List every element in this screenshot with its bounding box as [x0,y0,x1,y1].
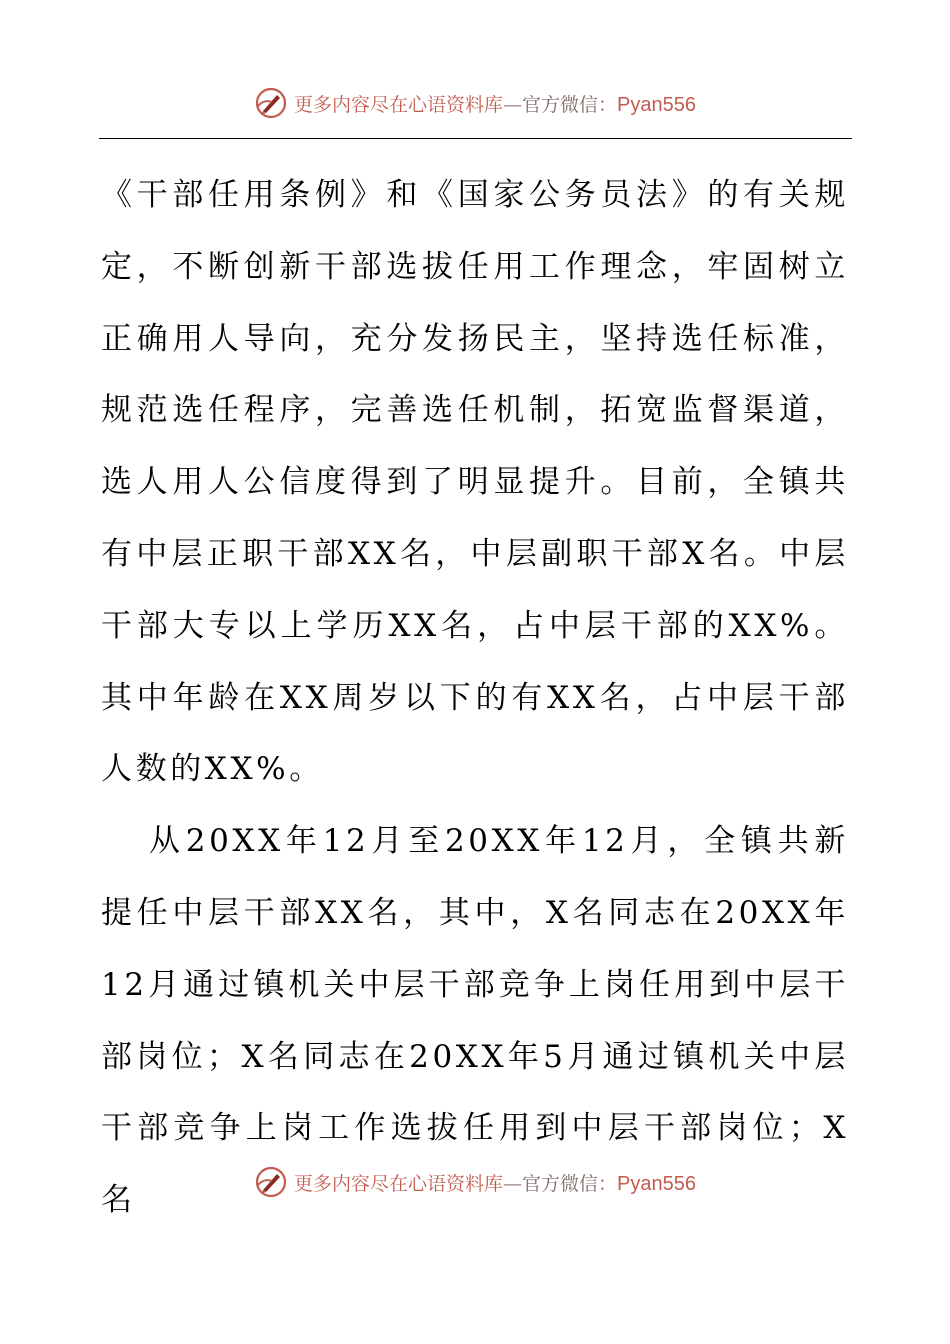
header-banner [0,83,950,123]
header-banner-account: Pyan556 [617,93,696,116]
paragraph-1: 《干部任用条例》和《国家公务员法》的有关规定，不断创新干部选拔任用工作理念，牢固树立正确用人导向，充分发扬民主，坚持选任标准，规范选任程序，完善选任机制，拓宽监督渠道，选人用人公信度得到了明显提升。目前，全镇共有中层正职干部XX名，中层副职干部X名。中层干部大专以上学历XX名，占中层干部的XX%。其中年龄在XX周岁以下的有XX名，占中层干部人数的XX%。 [101,177,849,788]
pen-logo-icon [254,1165,288,1199]
footer-banner-main: 更多内容尽在心语资料库 [294,1172,504,1195]
header-divider [99,138,852,139]
footer-banner-separator: — [503,1172,523,1195]
footer-banner [0,1162,950,1202]
paragraph-2: 从20XX年12月至20XX年12月，全镇共新提任中层干部XX名，其中，X名同志在20XX年12月通过镇机关中层干部竞争上岗任用到中层干部岗位；X名同志在20XX年5月通过镇机关中层干部竞争上岗工作选拔任用到中层干部岗位；X名 [101,823,849,1219]
header-banner-separator: — [503,93,523,116]
footer-banner-account: Pyan556 [617,1172,696,1195]
footer-banner-label: 官方微信： [522,1172,618,1195]
header-banner-text [294,90,696,117]
document-body [101,160,849,1237]
header-banner-label: 官方微信： [522,93,618,116]
footer-banner-text [294,1169,696,1196]
header-banner-main: 更多内容尽在心语资料库 [294,93,504,116]
pen-logo-icon [254,86,288,120]
